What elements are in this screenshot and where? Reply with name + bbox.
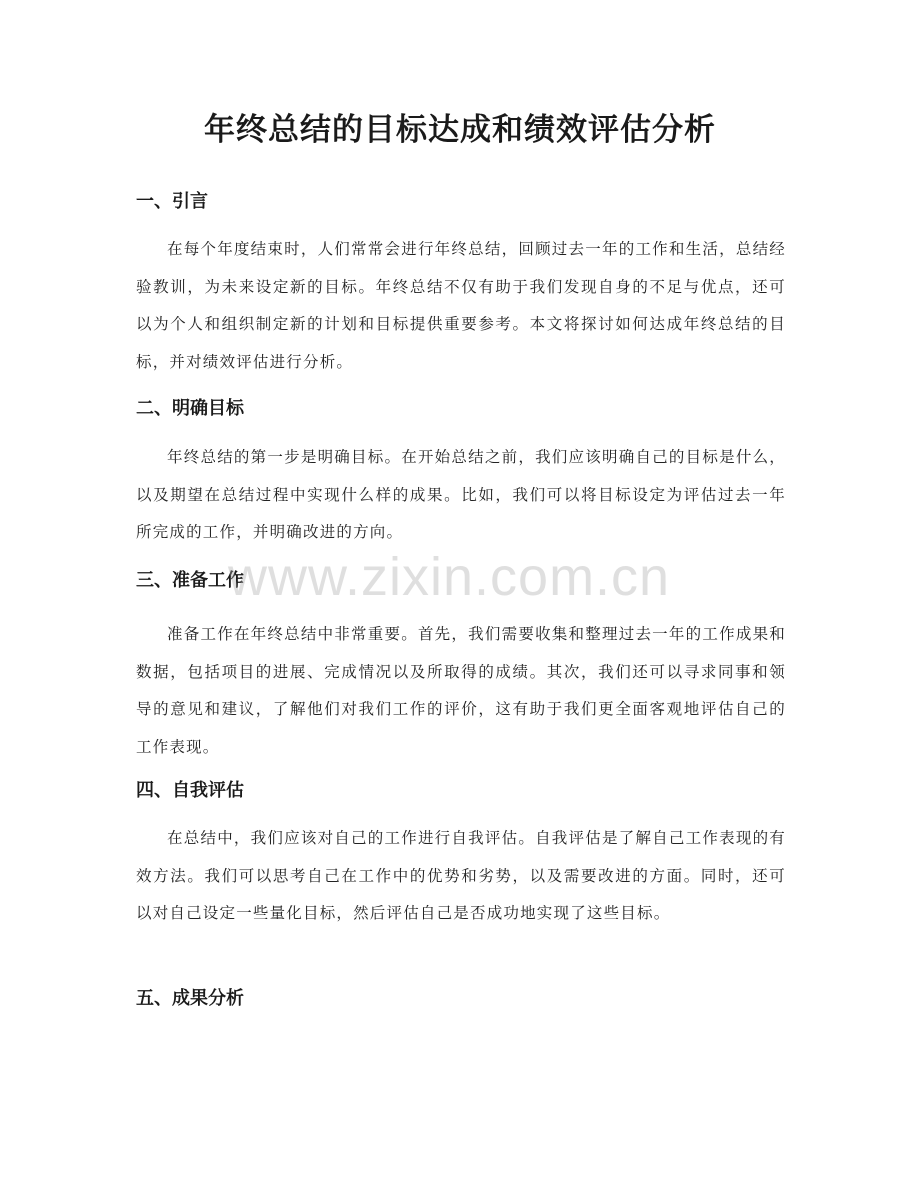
section-paragraph-introduction: 在每个年度结束时，人们常常会进行年终总结，回顾过去一年的工作和生活，总结经验教训，为未来设定新的目标。年终总结不仅有助于我们发现自身的不足与优点，还可以为个人和组织制定新的计划和目标提供重要参考。本文将探讨如何达成年终总结的目标，并对绩效评估进行分析。 <box>136 240 786 371</box>
section-heading-self-assessment: 四、自我评估 <box>136 780 244 801</box>
section-paragraph-preparation: 准备工作在年终总结中非常重要。首先，我们需要收集和整理过去一年的工作成果和数据，包括项目的进展、完成情况以及所取得的成绩。其次，我们还可以寻求同事和领导的意见和建议，了解他们对我们工作的评价，这有助于我们更全面客观地评估自己的工作表现。 <box>136 625 786 756</box>
section-heading-clear-goals: 二、明确目标 <box>136 398 244 419</box>
section-paragraph-clear-goals: 年终总结的第一步是明确目标。在开始总结之前，我们应该明确自己的目标是什么，以及期望在总结过程中实现什么样的成果。比如，我们可以将目标设定为评估过去一年所完成的工作，并明确改进的方向。 <box>136 448 786 541</box>
section-heading-introduction: 一、引言 <box>136 191 208 212</box>
section-paragraph-self-assessment: 在总结中，我们应该对自己的工作进行自我评估。自我评估是了解自己工作表现的有效方法。我们可以思考自己在工作中的优势和劣势，以及需要改进的方面。同时，还可以对自己设定一些量化目标，然后评估自己是否成功地实现了这些目标。 <box>136 829 786 922</box>
watermark-text: www.zixin.com.cn <box>228 547 671 607</box>
section-heading-preparation: 三、准备工作 <box>136 570 244 591</box>
document-title: 年终总结的目标达成和绩效评估分析 <box>204 112 716 148</box>
section-heading-results-analysis: 五、成果分析 <box>136 988 244 1009</box>
